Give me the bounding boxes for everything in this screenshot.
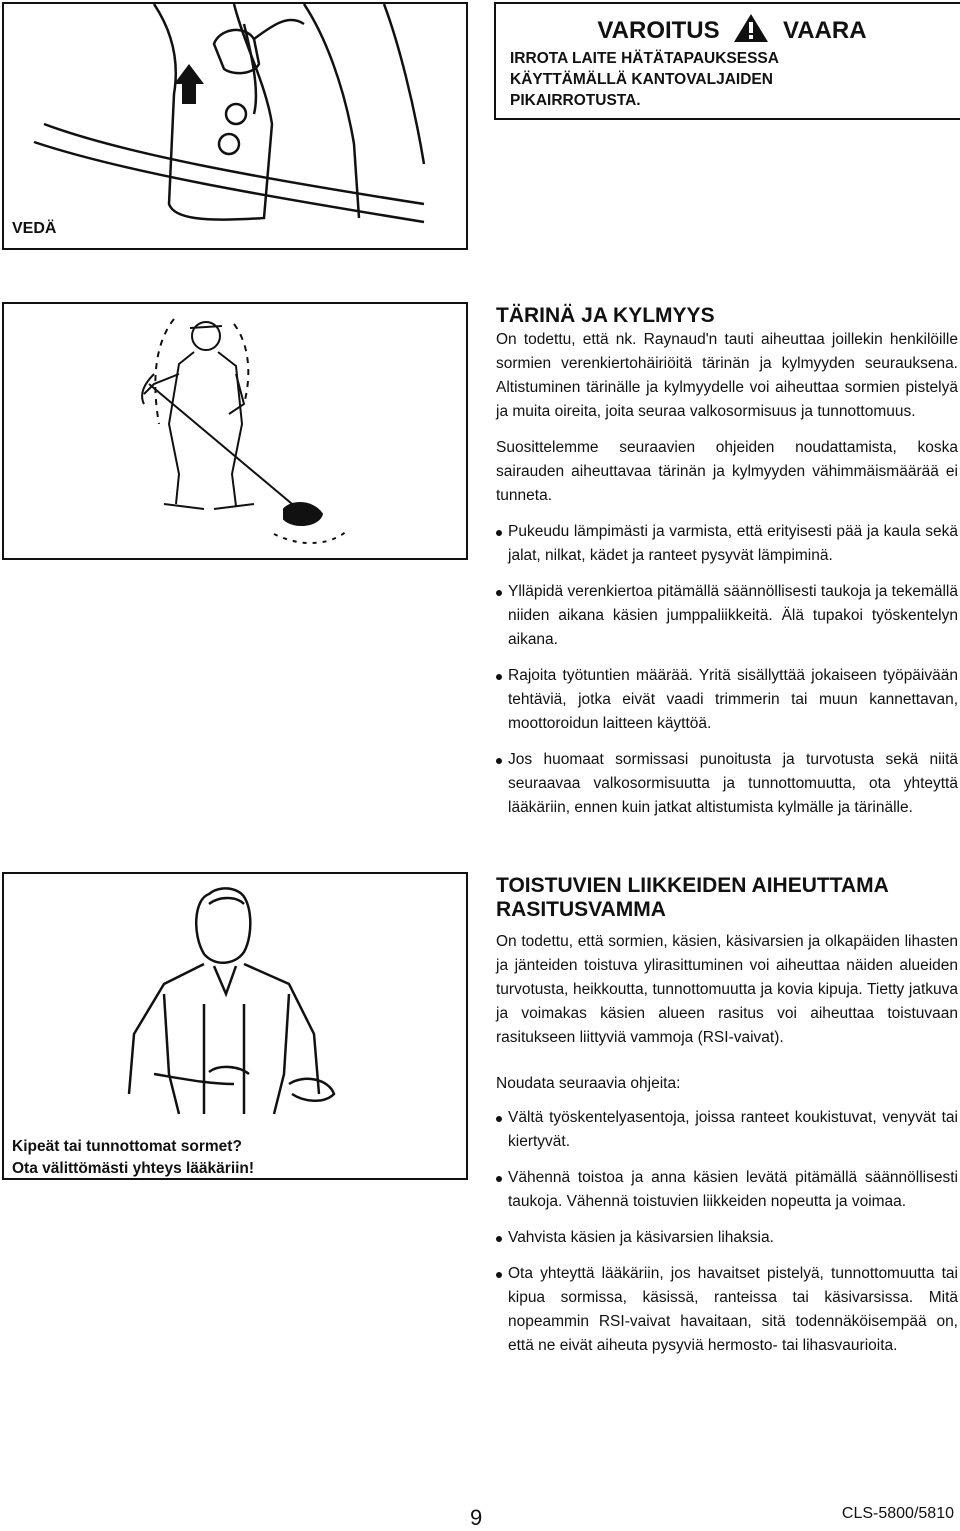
harness-release-illustration — [4, 4, 466, 248]
warning-line: PIKAIRROTUSTA. — [510, 92, 641, 109]
heading-line: RASITUSVAMMA — [496, 898, 666, 921]
list-item: Pukeudu lämpimästi ja varmista, että erityisesti pää ja kaula sekä jalat, nilkat, kädet ja ranteet pysyvät lämpiminä. — [496, 520, 958, 568]
trimmer-operator-figure — [2, 302, 468, 560]
paragraph: Noudata seuraavia ohjeita: — [496, 1075, 681, 1092]
warning-line: KÄYTTÄMÄLLÄ KANTOVALJAIDEN — [510, 71, 773, 88]
list-item: Vahvista käsien ja käsivarsien lihaksia. — [496, 1226, 958, 1250]
vibration-cold-section — [496, 304, 958, 832]
list-item: Vältä työskentelyasentoja, joissa ranteet koukistuvat, venyvät tai kiertyvät. — [496, 1106, 958, 1154]
warning-text — [510, 48, 779, 111]
list-item: Rajoita työtuntien määrää. Yritä sisällyttää jokaiseen työpäivään tehtäviä, jotka eivät vaadi trimmerin tai muun kannettavan, moottoroidun laitteen käyttöä. — [496, 664, 958, 736]
paragraph: On todettu, että sormien, käsien, käsivarsien ja olkapäiden lihasten ja jänteiden toistuva ylirasittuminen voi aiheuttaa näiden alueiden turvotusta, heikkoutta, tunnottomuutta ja kovia kipuja. Tietty jatkuva ja voimakas käsien alueen rasitus voi aiheuttaa toistuvaan rasitukseen liittyviä vammoja (RSI-vaivat). — [496, 933, 958, 1046]
section-heading — [496, 874, 958, 922]
list-item: Vähennä toistoa ja anna käsien levätä pitämällä säännöllisesti taukoja. Vähennä toistuvien liikkeiden nopeutta ja voimaa. — [496, 1166, 958, 1214]
repetitive-strain-section — [496, 874, 958, 1370]
list-item: Ylläpidä verenkiertoa pitämällä säännöllisesti taukoja ja tekemällä niiden aikana käsien jumppaliikkeitä. Älä tupakoi työskentelyn aikana. — [496, 580, 958, 652]
paragraph: Suosittelemme seuraavien ohjeiden noudattamista, koska sairauden aiheuttavaa tärinän ja kylmyyden vähimmäismäärää ei tunneta. — [496, 439, 958, 504]
warning-box — [494, 2, 960, 120]
figure-caption — [12, 1136, 254, 1180]
warning-line: IRROTA LAITE HÄTÄTAPAUKSESSA — [510, 50, 779, 67]
section-heading: TÄRINÄ JA KYLMYYS — [496, 304, 715, 327]
warning-label-fi: VAROITUS — [597, 17, 720, 44]
warning-header — [496, 12, 960, 45]
man-hands-illustration — [4, 874, 466, 1124]
caption-line: Kipeät tai tunnottomat sormet? — [12, 1138, 242, 1155]
danger-label-fi: VAARA — [783, 17, 867, 44]
paragraph: On todettu, että nk. Raynaud'n tauti aiheuttaa joillekin henkilöille sormien verenkiertohäiriöitä tärinän ja kylmyyden seurauksena. Altistuminen tärinälle ja kylmyydelle voi aiheuttaa sormien pistelyä ja muita oireita, joita seuraa valkosormisuus ja tunnottomuus. — [496, 331, 958, 420]
heading-line: TOISTUVIEN LIIKKEIDEN AIHEUTTAMA — [496, 874, 889, 897]
pull-label: VEDÄ — [12, 220, 57, 237]
trimmer-operator-illustration — [4, 304, 466, 558]
page-number: 9 — [470, 1505, 483, 1530]
caption-line: Ota välittömästi yhteys lääkäriin! — [12, 1160, 255, 1177]
list-item: Ota yhteyttä lääkäriin, jos havaitset pistelyä, tunnottomuutta tai kipua sormissa, käsissä, ranteissa tai käsivarsissa. Mitä nopeammin RSI-vaivat havaitaan, sitä todennäköisempää on, että ne eivät aiheuta pysyviä hermosto- tai lihasvaurioita. — [496, 1262, 958, 1358]
list-item: Jos huomaat sormissasi punoitusta ja turvotusta sekä niitä seuraavaa valkosormisuutta ja tunnottomuutta, ota yhteyttä lääkäriin, ennen kuin jatkat altistumista kylmälle ja tärinälle. — [496, 748, 958, 820]
warning-triangle-icon — [732, 12, 770, 44]
numb-fingers-figure — [2, 872, 468, 1180]
model-number: CLS-5800/5810 — [841, 1505, 954, 1522]
harness-release-figure — [2, 2, 468, 250]
